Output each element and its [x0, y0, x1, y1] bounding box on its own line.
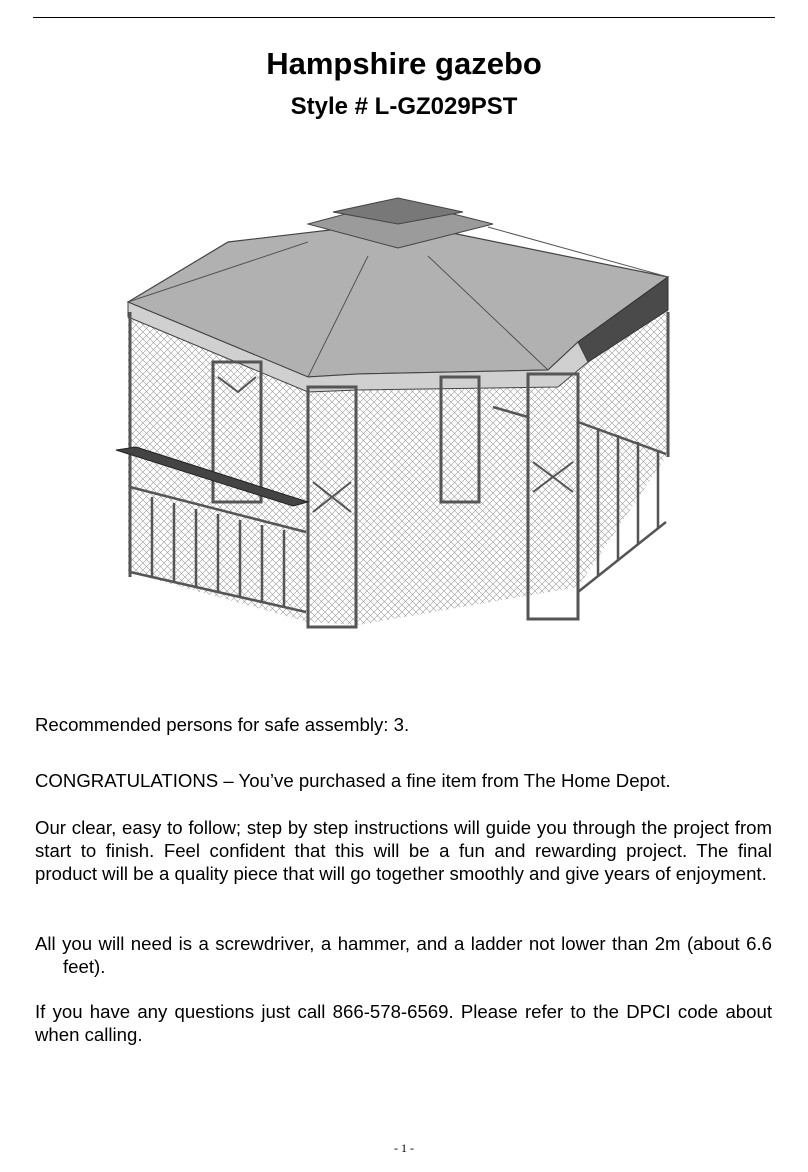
congratulations: CONGRATULATIONS – You’ve purchased a fine item from The Home Depot.: [35, 770, 671, 791]
assembly-persons: Recommended persons for safe assembly: 3.: [35, 714, 410, 735]
page-number: - 1 -: [394, 1141, 414, 1155]
page-title: Hampshire gazebo: [266, 46, 542, 81]
tools-paragraph: All you will need is a screwdriver, a hammer, and a ladder not lower than 2m (about 6.6 feet).: [35, 933, 772, 977]
gazebo-illustration: [108, 192, 684, 637]
style-number: Style # L-GZ029PST: [290, 93, 518, 120]
top-rule: [33, 17, 775, 18]
contact-paragraph: If you have any questions just call 866-578-6569. Please refer to the DPCI code about when calling.: [35, 1001, 772, 1045]
instructions-paragraph: Our clear, easy to follow; step by step instructions will guide you through the project from start to finish. Feel confident that this will be a fun and rewarding project. The final product will be a quality piece that will go together smoothly and give years of enjoyment.: [35, 817, 772, 884]
